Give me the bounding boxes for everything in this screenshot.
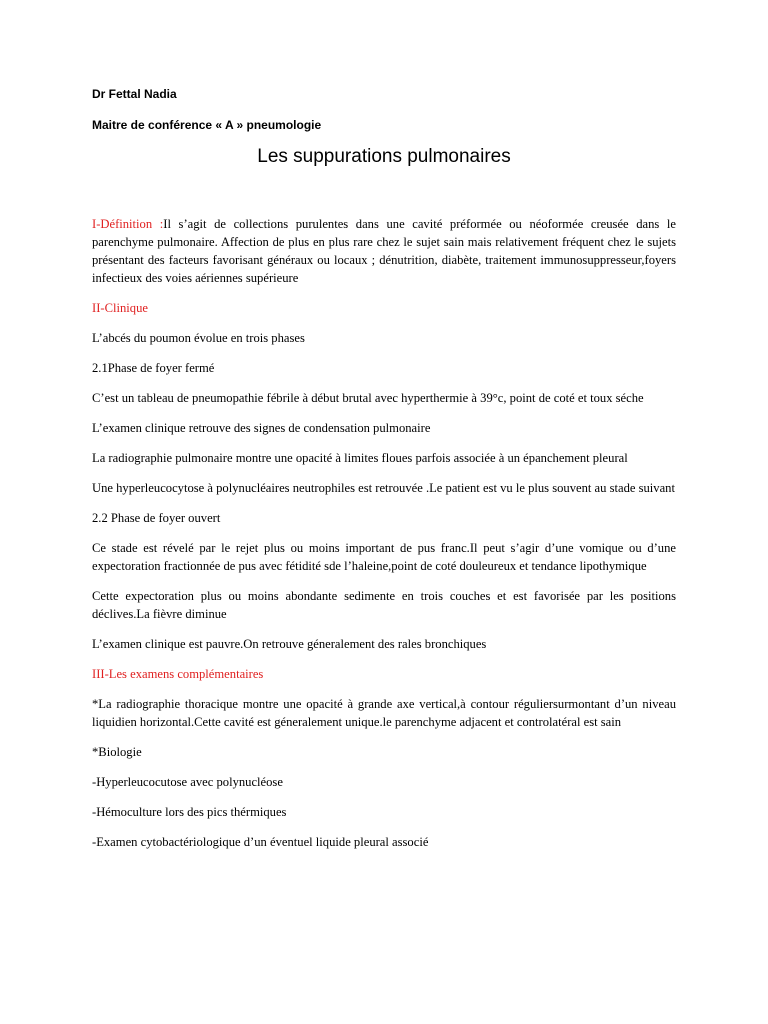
phase2-paragraph-1: Ce stade est révelé par le rejet plus ou moins important de pus franc.Il peut s’agir d’une vomique ou d’une expectoration fractionnée de pus avec fétidité sde l’haleine,point de coté douleureux et tendance lipothymique bbox=[92, 541, 676, 573]
phase2-paragraph-2: Cette expectoration plus ou moins abondante sedimente en trois couches et est favorisée par les positions déclives.La fièvre diminue bbox=[92, 589, 676, 621]
clinique-heading: II-Clinique bbox=[92, 301, 148, 315]
phase2-heading: 2.2 Phase de foyer ouvert bbox=[92, 511, 221, 525]
phase1-paragraph-1: C’est un tableau de pneumopathie fébrile à début brutal avec hyperthermie à 39°c, point de coté et toux séche bbox=[92, 391, 644, 405]
phase1-paragraph-4: Une hyperleucocytose à polynucléaires neutrophiles est retrouvée .Le patient est vu le plus souvent au stade suivant bbox=[92, 481, 675, 495]
definition-paragraph bbox=[92, 215, 676, 287]
biologie-item-3: -Examen cytobactériologique d’un éventuel liquide pleural associé bbox=[92, 835, 429, 849]
phase1-paragraph-3: La radiographie pulmonaire montre une opacité à limites floues parfois associée à un épanchement pleural bbox=[92, 451, 628, 465]
document-body bbox=[92, 215, 676, 863]
biologie-heading: *Biologie bbox=[92, 745, 142, 759]
clinique-intro: L’abcés du poumon évolue en trois phases bbox=[92, 331, 305, 345]
examens-paragraph-1: *La radiographie thoracique montre une opacité à grande axe vertical,à contour réguliersurmontant d’un niveau liquidien horizontal.Cette cavité est géneralement unique.le parenchyme adjacent et controlatéral est sain bbox=[92, 697, 676, 729]
phase1-paragraph-2: L’examen clinique retrouve des signes de condensation pulmonaire bbox=[92, 421, 431, 435]
page-title: Les suppurations pulmonaires bbox=[257, 146, 511, 167]
phase1-heading: 2.1Phase de foyer fermé bbox=[92, 361, 215, 375]
author-name: Dr Fettal Nadia bbox=[92, 87, 177, 101]
biologie-item-1: -Hyperleucocutose avec polynucléose bbox=[92, 775, 283, 789]
definition-text: Il s’agit de collections purulentes dans une cavité préformée ou néoformée creusée dans le parenchyme pulmonaire. Affection de plus en plus rare chez le sujet sain mais relativement fréquent chez le sujets présentant des facteurs favorisant généraux ou locaux ; dénutrition, diabète, traitement immunosuppresseur,foyers infectieux des voies aériennes supérieure bbox=[92, 217, 676, 285]
phase2-paragraph-3: L’examen clinique est pauvre.On retrouve géneralement des rales bronchiques bbox=[92, 637, 487, 651]
author-role: Maitre de conférence « A » pneumologie bbox=[92, 118, 322, 132]
definition-label: I-Définition : bbox=[92, 217, 164, 231]
examens-heading: III-Les examens complémentaires bbox=[92, 667, 264, 681]
biologie-item-2: -Hémoculture lors des pics thérmiques bbox=[92, 805, 287, 819]
